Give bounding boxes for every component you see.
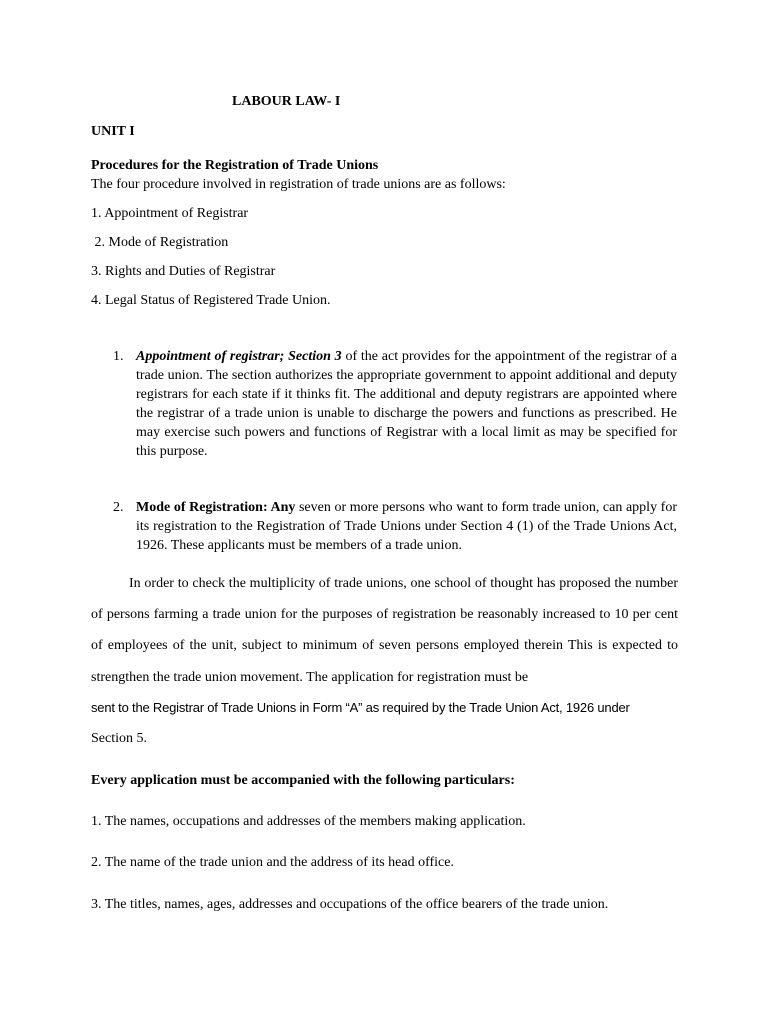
unit-heading: UNIT I [91,124,135,139]
item2-text: seven or more persons who want to form trade union, can apply for its registration to the Registration of Trade Unions under Section 4 (1) of the Trade Unions Act, 1926. These applicants must be members of a trade union. [136,500,677,553]
particular-3: 3. The titles, names, ages, addresses and occupations of the office bearers of the trade union. [91,897,609,912]
item2-lead: Mode of Registration: Any [136,500,296,515]
item1-number: 1. [113,349,124,364]
item1-text: of the act provides for the appointment of the registrar of a trade union. The section authorizes the appropriate government to appoint additional and deputy registrars for each state if it thinks fit. The additional and deputy registrars are appointed where the registrar of a trade union is unable to discharge the powers and functions as prescribed. He may exercise such powers and functions of Registrar with a local limit as may be specified for this purpose. [136,349,677,459]
particular-2: 2. The name of the trade union and the address of its head office. [91,855,454,870]
item2-paragraph [136,498,677,555]
particulars-heading: Every application must be accompanied with the following particulars: [91,773,515,788]
body-part1: In order to check the multiplicity of trade unions, one school of thought has proposed the number of persons farming a trade union for the purposes of registration be reasonably increased to 10 per cent of employees of the unit, subject to minimum of seven persons employed therein This is expected to strengthen the trade union movement. The application for registration must be [91,576,678,685]
item1-paragraph [136,347,677,461]
intro-text: The four procedure involved in registration of trade unions are as follows: [91,177,506,192]
item2-number: 2. [113,500,124,515]
list-item-4: 4. Legal Status of Registered Trade Union. [91,293,331,308]
body-part2: sent to the Registrar of Trade Unions in Form “A” as required by the Trade Union Act, 1926 under [91,700,630,715]
list-item-3: 3. Rights and Duties of Registrar [91,264,276,279]
list-item-2: 2. Mode of Registration [91,235,229,250]
item1-lead: Appointment of registrar; Section 3 [136,349,342,364]
list-item-1: 1. Appointment of Registrar [91,206,249,221]
body-paragraph [91,568,678,693]
body-part3: Section 5. [91,731,147,746]
section-heading: Procedures for the Registration of Trade Unions [91,158,379,173]
document-title: LABOUR LAW- I [232,94,341,109]
particular-1: 1. The names, occupations and addresses of the members making application. [91,814,526,829]
